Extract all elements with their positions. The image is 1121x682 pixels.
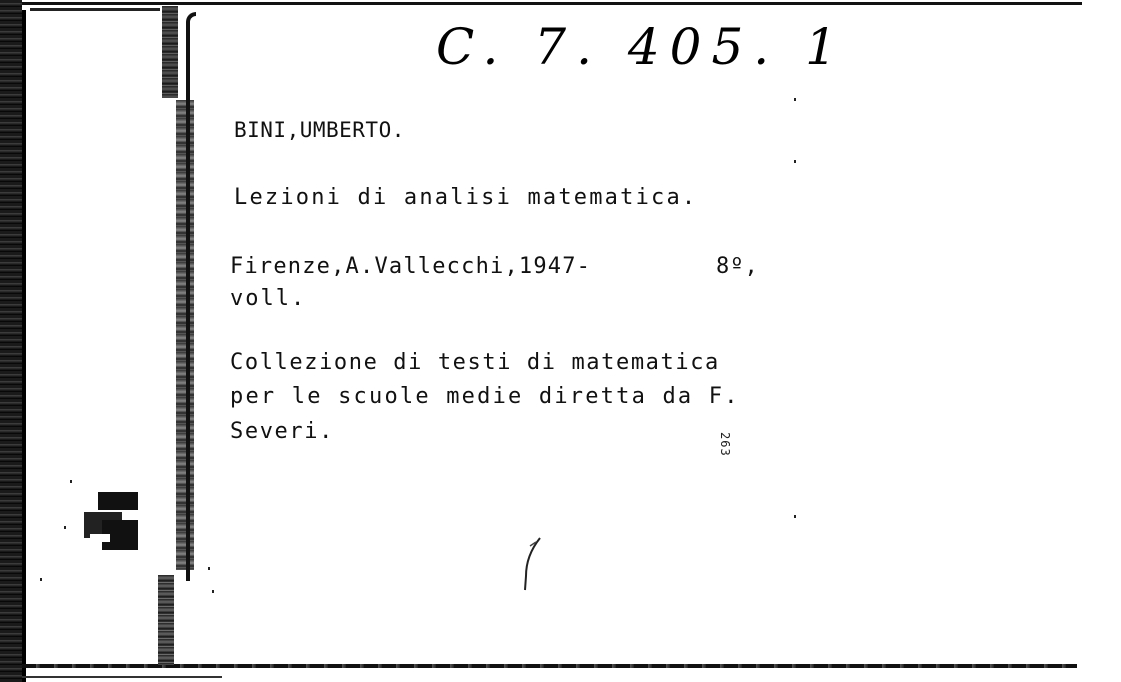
volumes: voll. <box>230 286 307 311</box>
speck <box>70 480 72 483</box>
speck <box>794 98 796 101</box>
speck <box>212 590 214 593</box>
speck <box>208 567 210 570</box>
series-note-line-3: Severi. <box>230 419 334 444</box>
format: 8º, <box>716 254 759 279</box>
card-spine-bottom <box>158 575 174 665</box>
pencil-mark <box>522 536 542 592</box>
ink-stamp <box>80 490 142 556</box>
series-note-line-1: Collezione di testi di matematica <box>230 350 720 375</box>
speck <box>64 526 66 529</box>
imprint: Firenze,A.Vallecchi,1947- <box>230 254 592 279</box>
scan-left-edge-inner <box>22 10 26 682</box>
speck <box>40 578 42 581</box>
scan-bottom-line-short <box>22 676 222 678</box>
speck <box>794 515 796 518</box>
side-number: 263 <box>718 432 732 457</box>
book-title: Lezioni di analisi matematica. <box>234 185 698 210</box>
author-heading: BINI,UMBERTO. <box>234 118 405 142</box>
card-spine-top <box>162 6 178 98</box>
series-note-line-2: per le scuole medie diretta da F. <box>230 384 740 409</box>
card-border <box>186 12 196 581</box>
scan-left-edge <box>0 0 22 682</box>
scan-top-line-short <box>30 8 160 11</box>
scan-top-line <box>22 2 1082 5</box>
speck <box>794 160 796 163</box>
scan-bottom-line <box>22 664 1077 668</box>
call-number: C. 7. 405. 1 <box>436 18 847 76</box>
